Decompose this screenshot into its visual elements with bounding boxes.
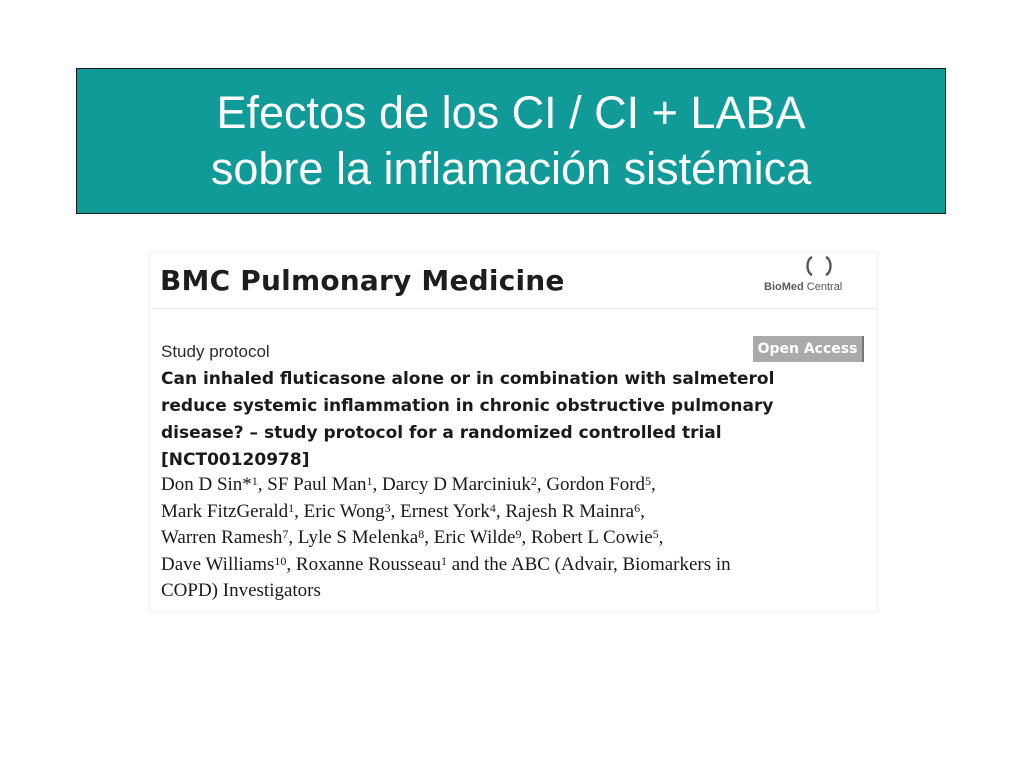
affiliation-number: 1 bbox=[366, 474, 373, 488]
author-name: , Gordon Ford bbox=[536, 474, 646, 495]
author-name: and the ABC (Advair, Biomarkers in bbox=[447, 553, 731, 575]
article-clipping bbox=[150, 252, 877, 612]
affiliation-number: 5 bbox=[645, 474, 652, 488]
article-title-line: reduce systemic inflammation in chronic obstructive pulmonary bbox=[161, 396, 774, 416]
author-name: , Roxanne Rousseau bbox=[286, 553, 442, 575]
biomed-central-logo-mark-icon bbox=[800, 254, 840, 278]
slide-title-line-1: Efectos de los CI / CI + LABA bbox=[216, 87, 806, 138]
affiliation-number: 8 bbox=[418, 527, 425, 541]
author-name: Dave Williams bbox=[161, 553, 275, 575]
section-label: Study protocol bbox=[161, 342, 270, 361]
affiliation-number: 1 bbox=[441, 553, 448, 568]
affiliation-number: 7 bbox=[282, 527, 289, 541]
author-name: , bbox=[658, 527, 664, 548]
article-title-line: disease? – study protocol for a randomized controlled trial bbox=[161, 423, 722, 443]
article-title-line: [NCT00120978] bbox=[161, 450, 310, 470]
author-name: , Eric Wilde bbox=[424, 527, 516, 548]
author-name: , Darcy D Marciniuk bbox=[372, 474, 531, 495]
author-name: , SF Paul Man bbox=[257, 474, 367, 495]
article-title bbox=[161, 366, 821, 474]
author-line bbox=[161, 578, 841, 605]
author-name: , Eric Wong bbox=[294, 500, 385, 522]
author-name: COPD) Investigators bbox=[161, 580, 321, 601]
slide-title-box bbox=[76, 68, 946, 214]
author-name: Mark FitzGerald bbox=[161, 500, 289, 522]
author-line bbox=[161, 552, 841, 579]
affiliation-number: 6 bbox=[634, 500, 641, 515]
author-name: Warren Ramesh bbox=[161, 527, 283, 548]
author-name: , Robert L Cowie bbox=[521, 527, 653, 548]
affiliation-number: 1 bbox=[251, 474, 258, 488]
author-name: , Rajesh R Mainra bbox=[495, 500, 635, 522]
affiliation-number: 1 bbox=[288, 500, 295, 515]
biomed-central-logo bbox=[762, 254, 872, 298]
author-name: , Lyle S Melenka bbox=[288, 527, 419, 548]
affiliation-number: 3 bbox=[384, 500, 391, 515]
affiliation-number: 10 bbox=[274, 553, 287, 568]
biomed-central-logo-text: BioMed Central bbox=[764, 281, 843, 293]
author-name: , bbox=[640, 500, 645, 522]
affiliation-number: 4 bbox=[489, 500, 496, 515]
affiliation-number: 2 bbox=[530, 474, 537, 488]
journal-masthead bbox=[150, 252, 877, 309]
author-name: , Ernest York bbox=[390, 500, 490, 522]
author-name: Don D Sin* bbox=[161, 474, 252, 495]
slide-title-line-2: sobre la inflamación sistémica bbox=[210, 143, 812, 194]
author-line bbox=[161, 525, 841, 552]
affiliation-number: 9 bbox=[515, 527, 522, 541]
author-line bbox=[161, 472, 841, 499]
affiliation-number: 5 bbox=[652, 527, 659, 541]
author-list bbox=[161, 472, 841, 605]
author-line bbox=[161, 499, 841, 526]
article-title-line: Can inhaled fluticasone alone or in combination with salmeterol bbox=[161, 369, 775, 389]
author-name: , bbox=[651, 474, 656, 495]
open-access-badge: Open Access bbox=[753, 336, 864, 362]
journal-name: BMC Pulmonary Medicine bbox=[160, 264, 565, 297]
